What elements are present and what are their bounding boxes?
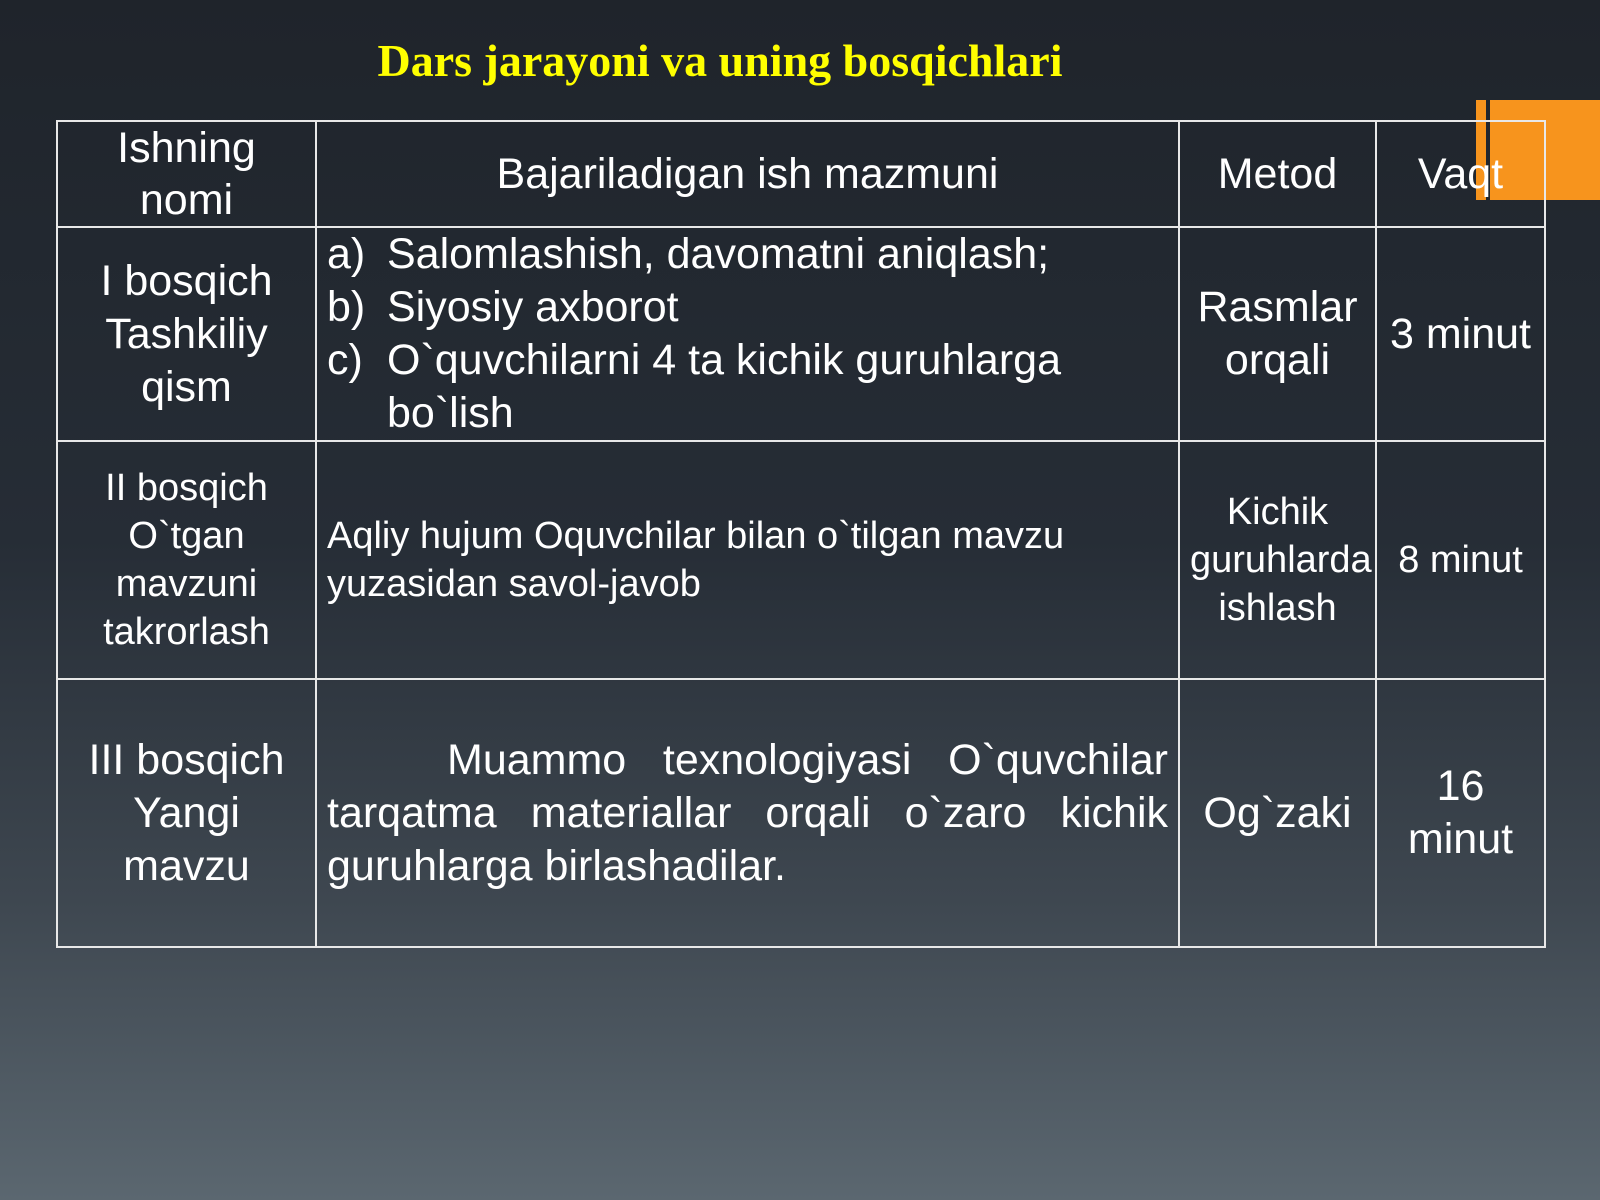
header-name: Ishning nomi <box>57 121 316 227</box>
table-row <box>57 227 1545 441</box>
list-marker: a) <box>327 230 366 278</box>
table-row <box>57 441 1545 679</box>
header-content: Bajariladigan ish mazmuni <box>316 121 1179 227</box>
table-row <box>57 679 1545 947</box>
header-time: Vaqt <box>1376 121 1545 227</box>
stage-time: 3 minut <box>1376 227 1545 441</box>
stage-name: II bosqich O`tgan mavzuni takrorlash <box>57 441 316 679</box>
stage-time: 16 minut <box>1376 679 1545 947</box>
stage-method: Kichik guruhlarda ishlash <box>1179 441 1376 679</box>
slide-title: Dars jarayoni va uning bosqichlari <box>377 35 1063 86</box>
stage-name: I bosqich Tashkiliy qism <box>57 227 316 441</box>
list-text: O`quvchilarni 4 ta kichik guruhlarga bo`lish <box>387 336 1061 437</box>
list-marker: b) <box>327 283 366 331</box>
stage-method: Og`zaki <box>1179 679 1376 947</box>
header-method: Metod <box>1179 121 1376 227</box>
list-marker: c) <box>327 336 363 384</box>
list-text: Salomlashish, davomatni aniqlash; <box>387 230 1050 278</box>
stage-content: Muammo texnologiyasi O`quvchilar tarqatma materiallar orqali o`zaro kichik guruhlarga birlashadilar. <box>316 679 1179 947</box>
lesson-stages-table <box>56 120 1546 948</box>
list-item <box>327 334 1168 440</box>
stage-method: Rasmlar orqali <box>1179 227 1376 441</box>
stage-content <box>316 227 1179 441</box>
list-text: Siyosiy axborot <box>387 283 679 331</box>
table-header-row <box>57 121 1545 227</box>
stage-time: 8 minut <box>1376 441 1545 679</box>
content-list <box>327 228 1168 440</box>
list-item <box>327 228 1168 281</box>
stage-name: III bosqich Yangi mavzu <box>57 679 316 947</box>
stage-content: Aqliy hujum Oquvchilar bilan o`tilgan mavzu yuzasidan savol-javob <box>316 441 1179 679</box>
list-item <box>327 281 1168 334</box>
